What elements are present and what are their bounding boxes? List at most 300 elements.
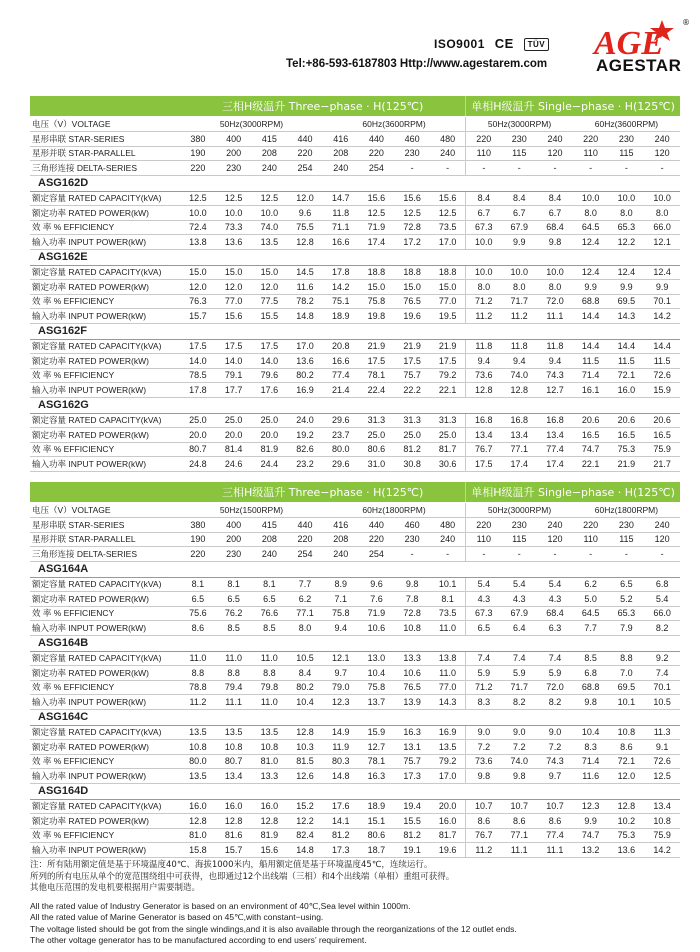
spec-value: 9.4 (323, 621, 359, 636)
spec-value: 16.6 (323, 354, 359, 369)
row-label: 额定功率 RATED POWER(kW) (30, 814, 180, 829)
phase-header-row (30, 96, 680, 117)
voltage-label: 电压（V）VOLTAGE (30, 117, 180, 132)
row-label: 效 率 % EFFICIENCY (30, 368, 180, 383)
spec-value: 17.6 (251, 383, 287, 398)
spec-value: 74.7 (573, 442, 609, 457)
spec-value: 11.8 (537, 339, 573, 354)
spec-value: 78.8 (180, 680, 216, 695)
spec-value: 81.5 (287, 754, 323, 769)
spec-row (30, 725, 680, 740)
spec-value: 8.1 (216, 577, 252, 592)
spec-value: 17.8 (180, 383, 216, 398)
spec-value: 15.6 (359, 191, 395, 206)
spec-row (30, 354, 680, 369)
spec-value: 7.9 (609, 621, 645, 636)
spec-value: 13.9 (394, 695, 430, 710)
spec-row (30, 280, 680, 295)
spec-value: 13.5 (216, 725, 252, 740)
spec-value: 13.1 (394, 740, 430, 755)
spec-value: 31.3 (359, 413, 395, 428)
spec-value: - (430, 161, 466, 176)
spec-value: 13.4 (644, 799, 680, 814)
spec-value: 8.2 (644, 621, 680, 636)
spec-value: 11.5 (573, 354, 609, 369)
spec-value: 13.5 (180, 769, 216, 784)
spec-value: 21.4 (323, 383, 359, 398)
spec-value: 9.2 (644, 651, 680, 666)
spec-value: 68.8 (573, 294, 609, 309)
spec-value: 13.4 (216, 769, 252, 784)
spec-row (30, 428, 680, 443)
spec-value: 78.5 (180, 368, 216, 383)
spec-value: 14.3 (609, 309, 645, 324)
spec-value: 15.2 (287, 799, 323, 814)
spec-value: 19.8 (359, 309, 395, 324)
spec-value: 17.3 (323, 843, 359, 858)
spec-value: 7.7 (287, 577, 323, 592)
spec-value: 11.5 (644, 354, 680, 369)
spec-value: 10.8 (180, 740, 216, 755)
spec-value: 9.8 (501, 769, 537, 784)
spec-value: 5.4 (501, 577, 537, 592)
spec-value: 190 (180, 532, 216, 547)
model-row (30, 323, 680, 339)
spec-value: 17.0 (430, 769, 466, 784)
spec-value: 14.0 (180, 354, 216, 369)
row-label: 输入功率 INPUT POWER(kW) (30, 621, 180, 636)
spec-value: 416 (323, 132, 359, 147)
spec-value: 13.5 (430, 740, 466, 755)
spec-value: 23.7 (323, 428, 359, 443)
spec-value: 67.9 (501, 220, 537, 235)
spec-value: 12.8 (501, 383, 537, 398)
spec-value: 120 (537, 532, 573, 547)
spec-value: 19.5 (430, 309, 466, 324)
spec-value: 25.0 (394, 428, 430, 443)
spec-value: 440 (359, 132, 395, 147)
spec-value: 74.0 (501, 754, 537, 769)
spec-value: - (501, 547, 537, 562)
spec-value: 11.1 (216, 695, 252, 710)
spec-value: 4.3 (466, 592, 502, 607)
spec-value: 19.6 (430, 843, 466, 858)
spec-value: 17.5 (251, 339, 287, 354)
spec-value: 74.0 (251, 220, 287, 235)
spec-value: 13.6 (609, 843, 645, 858)
spec-value: 5.9 (501, 666, 537, 681)
spec-value: 12.5 (359, 206, 395, 221)
spec-value: 8.6 (466, 814, 502, 829)
spec-value: 10.0 (251, 206, 287, 221)
spec-value: 65.3 (609, 606, 645, 621)
spec-value: 416 (323, 518, 359, 533)
spec-value: 11.0 (251, 651, 287, 666)
spec-value: 81.7 (430, 442, 466, 457)
spec-value: 10.7 (537, 799, 573, 814)
spec-value: 75.6 (180, 606, 216, 621)
spec-value: 10.1 (609, 695, 645, 710)
spec-value: 14.4 (609, 339, 645, 354)
spec-value: 240 (537, 132, 573, 147)
spec-value: 230 (609, 518, 645, 533)
spec-value: 240 (644, 132, 680, 147)
spec-value: 11.2 (501, 309, 537, 324)
spec-row (30, 621, 680, 636)
spec-value: 20.0 (430, 799, 466, 814)
row-label: 输入功率 INPUT POWER(kW) (30, 235, 180, 250)
spec-value: 15.1 (359, 814, 395, 829)
contact-line: Tel:+86-593-6187803 Http://www.agestarem.com (286, 58, 548, 70)
phase-header-blank (30, 482, 180, 503)
note-cn-1: 注：所有陆用额定值是基于环境温度40℃、海拔1000米内，船用额定值是基于环境温度45℃，连续运行。 (30, 860, 433, 870)
spec-value: 13.8 (180, 235, 216, 250)
spec-value: 72.6 (644, 368, 680, 383)
spec-value: 64.5 (573, 606, 609, 621)
spec-value: 79.2 (430, 368, 466, 383)
spec-value: 18.8 (430, 265, 466, 280)
spec-value: 22.2 (394, 383, 430, 398)
spec-value: - (644, 547, 680, 562)
spec-value: 8.5 (251, 621, 287, 636)
spec-value: 110 (466, 532, 502, 547)
spec-value: 71.7 (501, 680, 537, 695)
spec-value: 8.0 (466, 280, 502, 295)
spec-value: 65.3 (609, 220, 645, 235)
spec-value: 120 (537, 146, 573, 161)
spec-value: 6.5 (180, 592, 216, 607)
iso-mark: ISO9001 (434, 37, 485, 51)
spec-value: 5.4 (644, 592, 680, 607)
spec-row (30, 132, 680, 147)
spec-value: 71.7 (501, 294, 537, 309)
spec-value: 11.3 (644, 725, 680, 740)
spec-value: 77.0 (430, 680, 466, 695)
spec-value: 16.0 (430, 814, 466, 829)
row-label: 效 率 % EFFICIENCY (30, 606, 180, 621)
spec-value: 9.9 (644, 280, 680, 295)
spec-value: 15.7 (180, 309, 216, 324)
spec-value: 15.6 (251, 843, 287, 858)
spec-value: 220 (573, 132, 609, 147)
spec-value: 18.8 (394, 265, 430, 280)
spec-value: 74.3 (537, 754, 573, 769)
spec-value: 15.9 (359, 725, 395, 740)
spec-value: 81.9 (251, 442, 287, 457)
model-name: ASG162G (30, 397, 680, 413)
spec-value: 7.4 (466, 651, 502, 666)
model-name: ASG162E (30, 249, 680, 265)
spec-value: 5.9 (466, 666, 502, 681)
model-name: ASG164C (30, 709, 680, 725)
spec-value: 16.6 (323, 235, 359, 250)
spec-value: 11.0 (430, 666, 466, 681)
spec-value: 12.0 (287, 191, 323, 206)
spec-value: 5.9 (537, 666, 573, 681)
spec-value: 200 (216, 146, 252, 161)
spec-value: 14.4 (573, 339, 609, 354)
model-name: ASG164A (30, 561, 680, 577)
spec-value: 81.7 (430, 828, 466, 843)
spec-value: 13.4 (466, 428, 502, 443)
spec-value: 12.5 (180, 191, 216, 206)
spec-value: 11.5 (609, 354, 645, 369)
spec-value: 17.6 (323, 799, 359, 814)
spec-value: 72.1 (609, 368, 645, 383)
spec-value: 14.2 (644, 843, 680, 858)
spec-value: 10.0 (537, 265, 573, 280)
spec-value: 21.9 (394, 339, 430, 354)
spec-value: 10.8 (251, 740, 287, 755)
spec-value: 440 (287, 132, 323, 147)
spec-value: 7.4 (537, 651, 573, 666)
spec-value: 77.1 (501, 828, 537, 843)
spec-row (30, 740, 680, 755)
spec-value: 8.2 (537, 695, 573, 710)
spec-value: 220 (573, 518, 609, 533)
spec-value: 75.3 (609, 828, 645, 843)
spec-value: 10.0 (501, 265, 537, 280)
spec-value: 18.9 (323, 309, 359, 324)
frequency-row (30, 117, 680, 132)
spec-value: 81.0 (251, 754, 287, 769)
spec-value: 17.8 (323, 265, 359, 280)
spec-value: 79.4 (216, 680, 252, 695)
spec-value: 8.3 (573, 740, 609, 755)
spec-value: 82.6 (287, 442, 323, 457)
spec-value: 12.2 (609, 235, 645, 250)
spec-value: 12.7 (537, 383, 573, 398)
spec-value: 8.6 (501, 814, 537, 829)
spec-value: 15.0 (216, 265, 252, 280)
spec-value: 12.2 (287, 814, 323, 829)
spec-row (30, 206, 680, 221)
spec-value: 20.8 (323, 339, 359, 354)
spec-value: 20.6 (573, 413, 609, 428)
spec-value: 15.9 (644, 383, 680, 398)
model-row (30, 561, 680, 577)
spec-value: 220 (180, 547, 216, 562)
spec-value: 25.0 (180, 413, 216, 428)
spec-value: - (466, 547, 502, 562)
spec-value: 80.2 (287, 368, 323, 383)
spec-value: 21.9 (359, 339, 395, 354)
spec-value: 220 (466, 132, 502, 147)
spec-value: 10.6 (359, 621, 395, 636)
spec-value: 17.5 (394, 354, 430, 369)
spec-row (30, 161, 680, 176)
frequency-label: 60Hz(3600RPM) (323, 117, 466, 132)
spec-row (30, 651, 680, 666)
spec-value: 11.8 (323, 206, 359, 221)
spec-value: 9.9 (573, 280, 609, 295)
spec-value: - (501, 161, 537, 176)
spec-value: 190 (180, 146, 216, 161)
row-label: 效 率 % EFFICIENCY (30, 828, 180, 843)
row-label: 输入功率 INPUT POWER(kW) (30, 457, 180, 472)
spec-value: 8.5 (573, 651, 609, 666)
spec-value: 16.5 (609, 428, 645, 443)
spec-value: 13.3 (394, 651, 430, 666)
spec-value: 12.1 (323, 651, 359, 666)
spec-value: 120 (644, 146, 680, 161)
spec-value: 31.3 (430, 413, 466, 428)
spec-value: 254 (287, 161, 323, 176)
spec-value: 8.0 (287, 621, 323, 636)
spec-value: 78.2 (287, 294, 323, 309)
row-label: 星形并联 STAR-PARALLEL (30, 532, 180, 547)
spec-value: 7.4 (644, 666, 680, 681)
spec-value: 71.2 (466, 680, 502, 695)
spec-value: 9.7 (323, 666, 359, 681)
spec-value: 14.7 (323, 191, 359, 206)
spec-value: 8.5 (216, 621, 252, 636)
note-en-1: All the rated value of Industry Generator is based on an environment of 40℃,Sea level within 1000m. (30, 900, 411, 911)
row-label: 输入功率 INPUT POWER(kW) (30, 843, 180, 858)
spec-value: 9.9 (609, 280, 645, 295)
spec-value: 9.0 (466, 725, 502, 740)
spec-value: 16.8 (466, 413, 502, 428)
row-label: 额定容量 RATED CAPACITY(kVA) (30, 191, 180, 206)
spec-value: 75.8 (359, 294, 395, 309)
spec-value: 17.5 (466, 457, 502, 472)
spec-value: 14.2 (644, 309, 680, 324)
spec-value: 17.5 (180, 339, 216, 354)
row-label: 额定功率 RATED POWER(kW) (30, 428, 180, 443)
spec-row (30, 577, 680, 592)
spec-value: 17.2 (394, 235, 430, 250)
spec-value: 7.1 (323, 592, 359, 607)
row-label: 星形并联 STAR-PARALLEL (30, 146, 180, 161)
spec-value: 6.8 (644, 577, 680, 592)
spec-value: 77.4 (323, 368, 359, 383)
spec-value: 12.0 (180, 280, 216, 295)
spec-value: 73.3 (216, 220, 252, 235)
model-row (30, 709, 680, 725)
spec-value: 115 (501, 532, 537, 547)
frequency-label: 50Hz(3000RPM) (466, 503, 573, 518)
spec-value: 11.1 (537, 309, 573, 324)
spec-value: 11.6 (573, 769, 609, 784)
row-label: 额定功率 RATED POWER(kW) (30, 280, 180, 295)
spec-value: 11.9 (323, 740, 359, 755)
spec-value: 17.7 (216, 383, 252, 398)
spec-value: 24.6 (216, 457, 252, 472)
spec-value: 15.8 (180, 843, 216, 858)
spec-value: 5.2 (609, 592, 645, 607)
spec-value: 13.4 (537, 428, 573, 443)
spec-value: 73.6 (466, 754, 502, 769)
spec-value: 82.4 (287, 828, 323, 843)
three-phase-header: 三相H级温升 Three−phase · H(125℃) (180, 482, 466, 503)
spec-value: 400 (216, 518, 252, 533)
spec-value: 11.2 (466, 843, 502, 858)
spec-value: 14.9 (323, 725, 359, 740)
spec-value: 16.1 (573, 383, 609, 398)
spec-value: 208 (323, 532, 359, 547)
spec-value: 16.9 (287, 383, 323, 398)
spec-value: 9.4 (501, 354, 537, 369)
note-en-3: The voltage listed should be got from the single windings,and it is also available through the reorganizations of the 12 outlet ends. (30, 923, 517, 934)
spec-value: 17.5 (430, 354, 466, 369)
spec-value: 8.0 (537, 280, 573, 295)
spec-value: 73.5 (430, 220, 466, 235)
row-label: 额定容量 RATED CAPACITY(kVA) (30, 265, 180, 280)
spec-value: 15.6 (394, 191, 430, 206)
spec-value: 71.9 (359, 606, 395, 621)
spec-value: 240 (323, 547, 359, 562)
spec-value: 76.3 (180, 294, 216, 309)
spec-value: 10.4 (287, 695, 323, 710)
spec-value: 29.6 (323, 457, 359, 472)
spec-row (30, 680, 680, 695)
spec-value: 12.5 (394, 206, 430, 221)
row-label: 三角形连接 DELTA-SERIES (30, 547, 180, 562)
model-name: ASG164B (30, 635, 680, 651)
spec-value: 76.7 (466, 828, 502, 843)
spec-value: 19.1 (394, 843, 430, 858)
spec-value: 14.8 (287, 309, 323, 324)
spec-value: 21.9 (430, 339, 466, 354)
spec-value: 4.3 (501, 592, 537, 607)
spec-value: 480 (430, 132, 466, 147)
spec-value: 10.8 (644, 814, 680, 829)
spec-value: 440 (287, 518, 323, 533)
row-label: 星形串联 STAR-SERIES (30, 518, 180, 533)
spec-value: 208 (323, 146, 359, 161)
model-row (30, 397, 680, 413)
spec-value: 12.4 (573, 265, 609, 280)
spec-value: 77.5 (251, 294, 287, 309)
model-row (30, 249, 680, 265)
spec-value: 10.0 (573, 191, 609, 206)
spec-value: 8.6 (180, 621, 216, 636)
frequency-label: 50Hz(3000RPM) (466, 117, 573, 132)
spec-value: 10.8 (609, 725, 645, 740)
spec-value: 7.0 (609, 666, 645, 681)
phase-header-blank (30, 96, 180, 117)
spec-value: 10.1 (430, 577, 466, 592)
spec-value: 15.0 (394, 280, 430, 295)
spec-value: 7.2 (537, 740, 573, 755)
spec-value: 10.0 (216, 206, 252, 221)
certification-marks (434, 36, 549, 51)
spec-value: 10.0 (609, 191, 645, 206)
spec-value: 29.6 (323, 413, 359, 428)
spec-value: 12.0 (216, 280, 252, 295)
model-row (30, 175, 680, 191)
spec-value: 9.1 (644, 740, 680, 755)
row-label: 额定容量 RATED CAPACITY(kVA) (30, 725, 180, 740)
spec-value: 440 (359, 518, 395, 533)
spec-row (30, 814, 680, 829)
spec-value: 240 (323, 161, 359, 176)
spec-value: 70.1 (644, 680, 680, 695)
spec-value: 10.2 (609, 814, 645, 829)
spec-value: 75.7 (394, 754, 430, 769)
spec-row (30, 191, 680, 206)
spec-value: 9.0 (537, 725, 573, 740)
spec-value: 12.4 (609, 265, 645, 280)
spec-value: 7.2 (466, 740, 502, 755)
spec-value: 73.5 (430, 606, 466, 621)
spec-value: 8.0 (609, 206, 645, 221)
spec-value: 11.0 (251, 695, 287, 710)
spec-value: 16.8 (537, 413, 573, 428)
spec-value: 115 (609, 532, 645, 547)
spec-value: 480 (430, 518, 466, 533)
spec-row (30, 413, 680, 428)
